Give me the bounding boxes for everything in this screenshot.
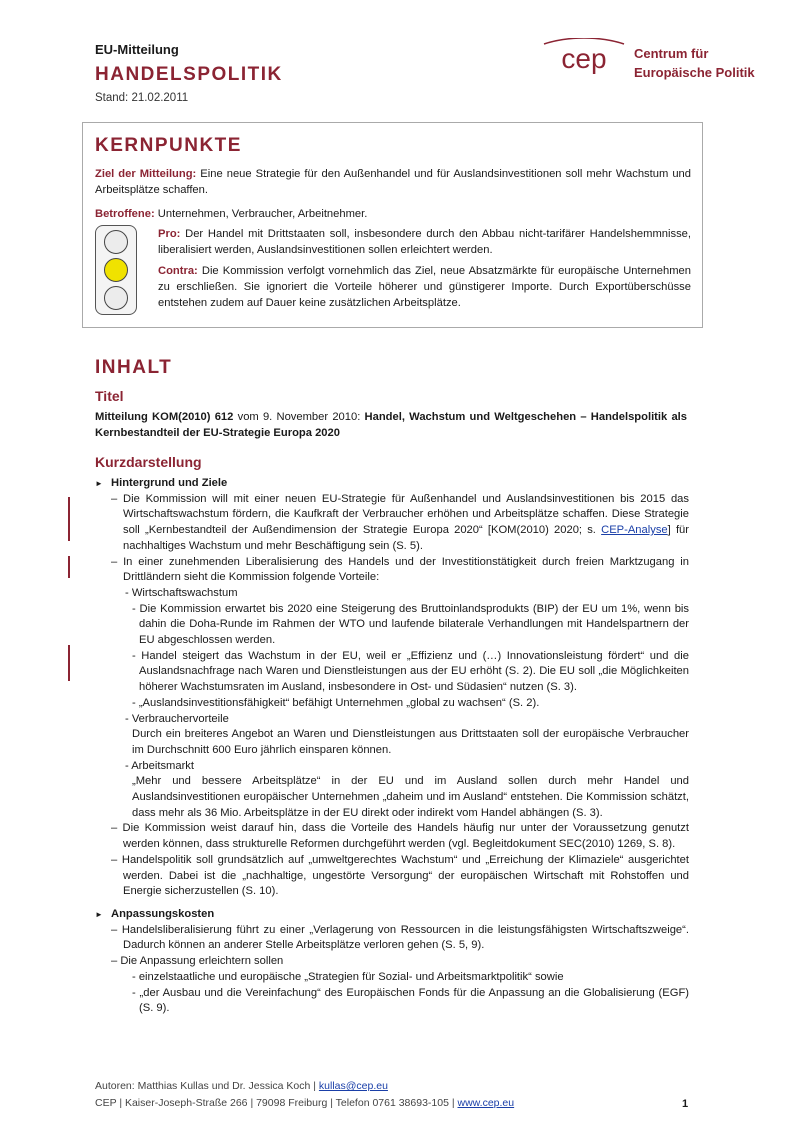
website-link[interactable]: www.cep.eu [457,1097,515,1109]
change-marker [68,497,70,541]
titel-doc-name: Handel, Wachstum und Weltgeschehen – Handelspolitik als Kernbestandteil der EU-Strategie Europa 2020 [95,411,688,439]
page-title: HANDELSPOLITIK [95,64,283,85]
ziel-text: Eine neue Strategie für den Außenhandel und für Auslandsinvestitionen soll mehr Wachstum und Arbeitsplätze schaffen. [95,168,691,196]
ziel-paragraph [95,166,691,198]
change-marker [68,556,70,578]
cep-logo [538,38,630,84]
cep-analyse-link[interactable]: CEP-Analyse [601,524,668,537]
sub-list-item: - „der Ausbau und die Vereinfachung“ des Europäischen Fonds für die Anpassung an die Globalisierung (EGF) (S. 9). [132,986,689,1015]
sub-list-text: Durch ein breiteres Angebot an Waren und Dienstleistungen aus Drittstaaten soll der europäische Verbraucher im Durchschnitt 600 Euro jährlich einsparen können. [132,728,689,756]
arrow-right-icon: ► [95,909,103,919]
org-line-1: Centrum für [634,46,709,61]
logo-text: cep [561,43,607,74]
traffic-light-red-icon [104,230,128,254]
titel-heading: Titel [95,388,124,404]
anpassungskosten-heading [95,907,689,923]
sub-list-text: „Mehr und bessere Arbeitsplätze“ in der EU und im Ausland sollen durch mehr Handel und Auslandsinvestitionen europäischer Unternehmen „daheim und im Ausland“ entstehen. Die Kommission schätzt, dass mehr als 36 Mio. Arbeitsplätze in der EU direkt oder indirekt vom Handel abhängen (S. 3). [132,775,689,819]
header-doc-type: EU-Mitteilung [95,42,179,57]
header-date: Stand: 21.02.2011 [95,92,189,104]
hintergrund-heading [95,476,689,492]
list-item: – Die Anpassung erleichtern sollen [111,955,284,968]
list-item-text: – Die Kommission will mit einer neuen EU-Strategie für Außenhandel und Auslandsinvestitionen bis 2015 das Wirtschaftswachstum fördern, die Kaufkraft der Verbraucher erhöhen und Arbeitsplätze schaffen. Diese Strategie soll „Kernbestandteil der Außendimension der Strategie Europa 2020“ [KOM(2010) 2020; s. [111,492,689,537]
list-item: – In einer zunehmenden Liberalisierung des Handels und der Investitionstätigkeit durch freien Marktzugang in Drittländern sieht die Kommission folgende Vorteile: [111,555,689,584]
traffic-light-yellow-icon [104,258,128,282]
titel-date: vom 9. November 2010: [233,411,365,423]
contra-label: Contra: [158,265,198,277]
hintergrund-heading-text: Hintergrund und Ziele [111,477,228,489]
footer-address-text: CEP | Kaiser-Joseph-Straße 266 | 79098 Freiburg | Telefon 0761 38693-105 | [95,1097,458,1109]
contra-paragraph [158,263,691,311]
list-item: – Handelsliberalisierung führt zu einer „Verlagerung von Ressourcen in die leistungsfähigsten Wirtschaftszweige“. Dadurch können an anderer Stelle Arbeitsplätze verloren gehen (S. 5, 9). [111,923,689,952]
anpassungskosten-heading-text: Anpassungskosten [111,907,215,920]
sub-list-item: - Handel steigert das Wachstum in der EU, weil er „Effizienz und (…) Innovationsleistung fördert“ und die Auslandsnachfrage nach Waren und Dienstleistungen aus der EU erhöht (S. 2). Die EU soll „die Möglichkeiten höherer Wachstumsraten im Ausland, insbesondere in Ost- und Südasien“ nutzen (S. 3). [132,649,689,694]
kurzdarstellung-body [95,476,689,1017]
org-name [634,44,755,82]
list-item: – Die Kommission weist darauf hin, dass die Vorteile des Handels häufig nur unter der Voraussetzung genutzt werden können, dass strukturelle Reformen durchgeführt werden (vgl. Begleitdokument SEC(2010) 1269, S. 8). [111,822,689,851]
sub-list-item: - „Auslandsinvestitionsfähigkeit“ befähigt Unternehmen „global zu wachsen“ (S. 2). [132,696,540,709]
author-email-link[interactable]: kullas@cep.eu [318,1080,388,1092]
betroffene-text: Unternehmen, Verbraucher, Arbeitnehmer. [154,208,368,220]
kurzdarstellung-heading: Kurzdarstellung [95,454,202,470]
pro-label: Pro: [158,228,181,240]
footer-address [95,1097,514,1109]
list-item [95,492,689,555]
titel-text [95,409,687,441]
traffic-light-green-icon [104,286,128,310]
sub-list-item: - einzelstaatliche und europäische „Strategien für Sozial- und Arbeitsmarktpolitik“ sowie [132,970,564,983]
page-number: 1 [682,1098,689,1110]
arrow-right-icon: ► [95,479,103,488]
betroffene-label: Betroffene: [95,208,155,220]
kernpunkte-heading: KERNPUNKTE [95,135,242,156]
pro-paragraph [158,226,691,258]
list-item-text: ] für nachhaltiges Wachstum und mehr Beschäftigung sein (S. 5). [123,524,689,552]
sub-list-item: - Die Kommission erwartet bis 2020 eine Steigerung des Bruttoinlandsprodukts (BIP) der EU um 1%, wenn bis dahin die Doha-Runde im Rahmen der WTO und laufende bilaterale Verhandlungen mit Handelspartnern der EU abgeschlossen werden. [132,602,689,647]
inhalt-heading: INHALT [95,357,173,378]
org-line-2: Europäische Politik [634,65,755,80]
footer-authors [95,1080,388,1092]
footer-authors-text: Autoren: Matthias Kullas und Dr. Jessica Koch | [95,1080,319,1092]
ziel-label: Ziel der Mitteilung: [95,168,197,180]
kernpunkte-box [82,122,703,328]
betroffene-paragraph [95,206,691,222]
sub-list-heading: - Verbrauchervorteile [125,712,229,725]
sub-list-heading: - Arbeitsmarkt [125,759,195,772]
traffic-light-icon [95,225,137,315]
pro-text: Der Handel mit Drittstaaten soll, insbesondere durch den Abbau nicht-tarifärer Handelshemmnisse, liberalisiert werden, Auslandsinvestitionen sollen erleichtert werden. [158,228,691,256]
list-item: – Handelspolitik soll grundsätzlich auf „umweltgerechtes Wachstum“ und „Erreichung der Klimaziele“ ausgerichtet werden. Dabei ist die „nachhaltige, ungestörte Versorgung“ der europäischen Wirtschaft mit Rohstoffen und Energie sicherzustellen (S. 10). [111,853,689,898]
titel-doc-number: Mitteilung KOM(2010) 612 [95,411,234,423]
change-marker [68,645,70,681]
contra-text: Die Kommission verfolgt vornehmlich das Ziel, neue Absatzmärkte für europäische Unternehmen zu erschließen. Sie ignoriert die Vorteile höherer und günstigerer Importe. Durch Exportüberschüsse entstehen zudem auf Dauer keine zusätzlichen Arbeitsplätze. [158,265,691,309]
sub-list-heading: - Wirtschaftswachstum [125,586,238,599]
